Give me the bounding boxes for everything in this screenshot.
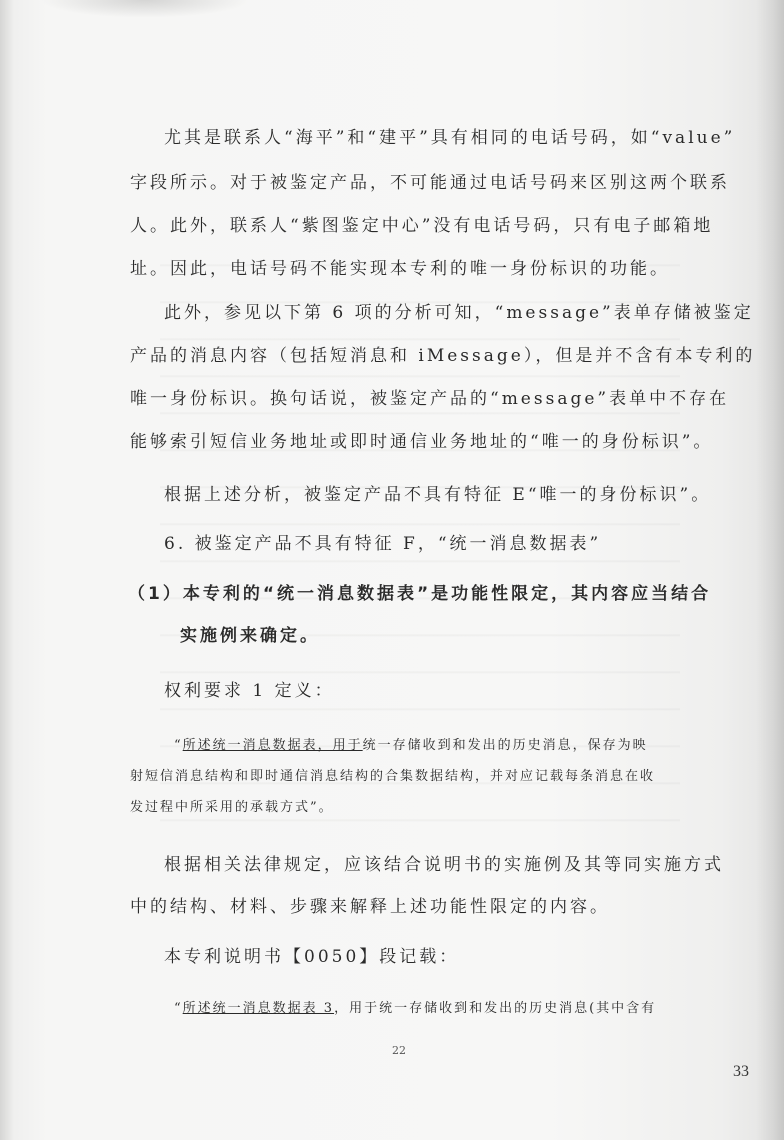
quote-1-underlined-term: 所述统一消息数据表，用于	[182, 738, 363, 753]
paragraph-2-line-2: 产品的消息内容（包括短消息和 iMessage），但是并不含有本专利的	[130, 346, 756, 366]
quote-2-open-mark: “	[174, 1001, 183, 1016]
section-heading: 6. 被鉴定产品不具有特征 F，“统一消息数据表”	[164, 534, 602, 554]
paragraph-2-line-3: 唯一身份标识。换句话说，被鉴定产品的“message”表单中不存在	[130, 389, 730, 409]
paragraph-1-line-1: 尤其是联系人“海平”和“建平”具有相同的电话号码，如“value”	[164, 128, 736, 148]
quote-2-underlined-term: 所述统一消息数据表 3	[182, 1001, 335, 1016]
inner-page-number: 22	[392, 1044, 406, 1057]
outer-page-number: 33	[733, 1063, 749, 1080]
scan-right-shadow	[756, 0, 784, 1140]
quote-1-open-mark: “	[174, 738, 183, 753]
quote-2-line-1	[174, 1000, 656, 1018]
scan-top-smudge	[40, 0, 250, 18]
paragraph-1-line-4: 址。因此，电话号码不能实现本专利的唯一身份标识的功能。	[130, 259, 670, 279]
spec-intro: 本专利说明书【0050】段记载：	[164, 947, 460, 967]
law-paragraph-line-1: 根据相关法律规定，应该结合说明书的实施例及其等同实施方式	[164, 855, 724, 875]
scan-left-shadow	[0, 0, 14, 1140]
quote-2-rest: ，用于统一存储收到和发出的历史消息(其中含有	[334, 1001, 657, 1016]
paragraph-3-line-1: 根据上述分析，被鉴定产品不具有特征 E“唯一的身份标识”。	[164, 485, 712, 505]
quote-1-line-2: 射短信消息结构和即时通信消息结构的合集数据结构，并对应记载每条消息在收	[130, 769, 656, 784]
paragraph-2-line-4: 能够索引短信业务地址或即时通信业务地址的“唯一的身份标识”。	[130, 432, 714, 452]
paragraph-2-line-1: 此外，参见以下第 6 项的分析可知，“message”表单存储被鉴定	[164, 303, 754, 323]
subheading-line-1: （1）本专利的“统一消息数据表”是功能性限定，其内容应当结合	[128, 584, 712, 604]
paragraph-1-line-2: 字段所示。对于被鉴定产品，不可能通过电话号码来区别这两个联系	[130, 173, 730, 193]
subheading-line-2: 实施例来确定。	[180, 626, 320, 646]
quote-1-line-3: 发过程中所采用的承载方式”。	[130, 800, 334, 815]
quote-1-line-1	[174, 737, 648, 755]
law-paragraph-line-2: 中的结构、材料、步骤来解释上述功能性限定的内容。	[130, 897, 610, 917]
claim-intro: 权利要求 1 定义：	[164, 681, 335, 701]
paragraph-1-line-3: 人。此外，联系人“紫图鉴定中心”没有电话号码，只有电子邮箱地	[130, 216, 714, 236]
quote-1-rest: 统一存储收到和发出的历史消息，保存为映	[362, 738, 648, 753]
